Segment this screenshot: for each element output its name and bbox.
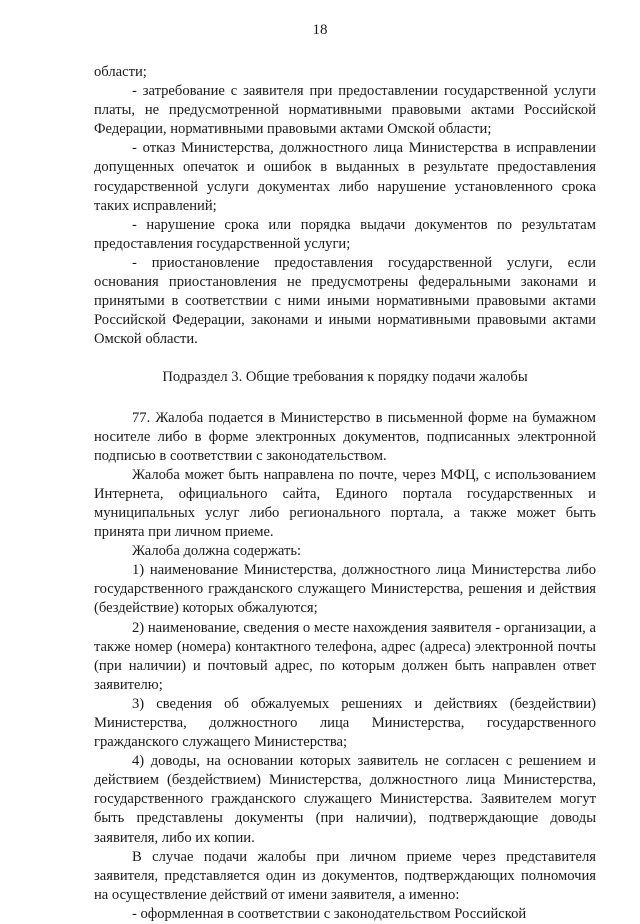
document-body <box>94 63 596 924</box>
paragraph: В случае подачи жалобы при личном приеме через представителя заявителя, представляется один из документов, подтверждающих полномочия на осуществление действий от имени заявителя, а именно: <box>94 848 596 903</box>
paragraph: - приостановление предоставления государственной услуги, если основания приостановления не предусмотрены федеральными законами и принятыми в соответствии с ними иными нормативными правовыми актами Российской Федерации, законами и иными нормативными правовыми актами Омской области. <box>94 254 596 348</box>
paragraph: 2) наименование, сведения о месте нахождения заявителя - организации, а также номер (номера) контактного телефона, адрес (адреса) электронной почты (при наличии) и почтовый адрес, по которым должен быть направлен ответ заявителю; <box>94 619 596 693</box>
section-heading: Подраздел 3. Общие требования к порядку подачи жалобы <box>162 369 528 386</box>
paragraph: - нарушение срока или порядка выдачи документов по результатам предоставления государственной услуги; <box>94 216 596 252</box>
paragraph: 1) наименование Министерства, должностного лица Министерства либо государственного гражданского служащего Министерства, решения и действия (бездействие) которых обжалуются; <box>94 562 596 617</box>
paragraph: Жалоба должна содержать: <box>132 543 302 560</box>
paragraph: - затребование с заявителя при предоставлении государственной услуги платы, не предусмотренной нормативными правовыми актами Российской Федерации, нормативными правовыми актами Омской области; <box>94 83 596 138</box>
paragraph: области; <box>94 64 147 80</box>
paragraph: - отказ Министерства, должностного лица Министерства в исправлении допущенных опечаток и ошибок в выданных в результате предоставления государственной услуги документах либо нарушение установленного срока таких исправлений; <box>94 140 596 214</box>
page-number: 18 <box>312 22 328 38</box>
paragraph: Жалоба может быть направлена по почте, через МФЦ, с использованием Интернета, официального сайта, Единого портала государственных и муниципальных услуг либо регионального портала, а также может быть принята при личном приеме. <box>94 466 596 541</box>
paragraph: 3) сведения об обжалуемых решениях и действиях (бездействии) Министерства, должностного лица Министерства, государственного гражданского служащего Министерства; <box>94 695 596 751</box>
paragraph: 4) доводы, на основании которых заявитель не согласен с решением и действием (бездействием) Министерства, должностного лица Министерства, государственного гражданского служащего Министерства. Заявителем могут быть представлены документы (при наличии), подтверждающие доводы заявителя, либо их копии. <box>94 753 596 846</box>
paragraph: - оформленная в соответствии с законодательством Российской <box>132 905 527 922</box>
paragraph: 77. Жалоба подается в Министерство в письменной форме на бумажном носителе либо в форме электронных документов, подписанных электронной подписью в соответствии с законодательством. <box>94 409 596 464</box>
